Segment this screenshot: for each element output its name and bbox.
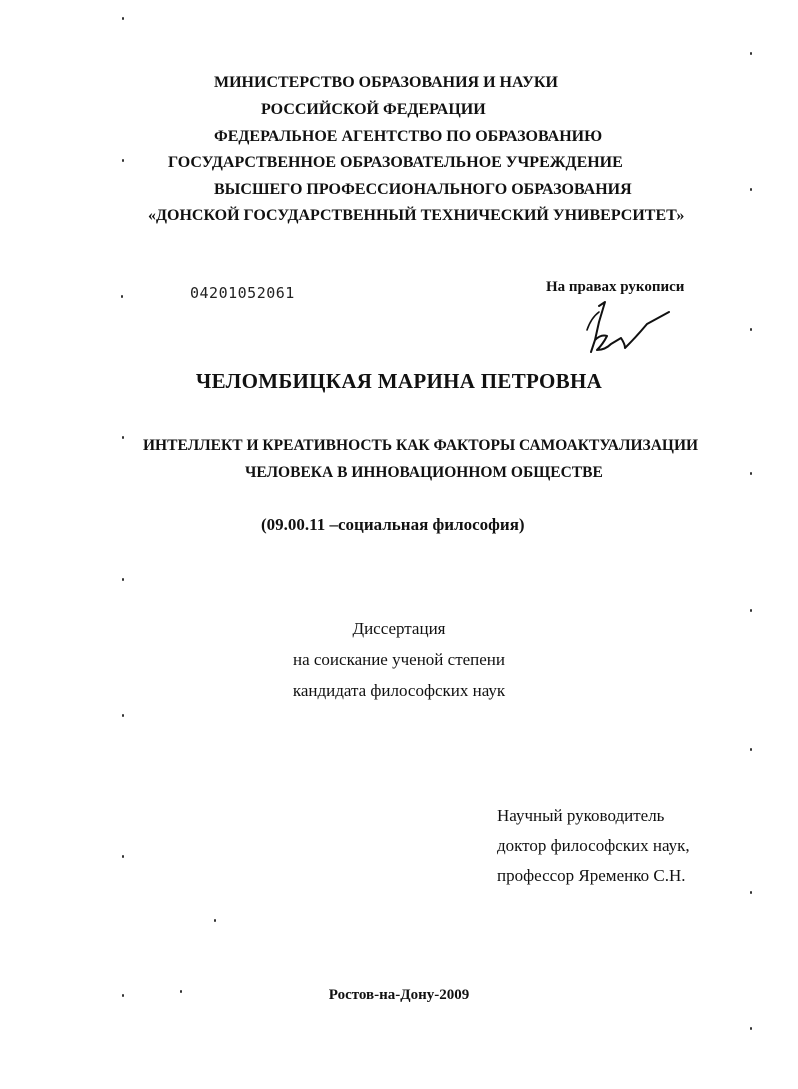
scan-speck (122, 855, 124, 858)
ministry-line-1: МИНИСТЕРСТВО ОБРАЗОВАНИЯ И НАУКИ (214, 74, 558, 91)
university-name-line: «ДОНСКОЙ ГОСУДАРСТВЕННЫЙ ТЕХНИЧЕСКИЙ УНИВЕРСИТЕТ» (148, 207, 685, 224)
dissertation-label: Диссертация (352, 619, 446, 638)
city-year: Ростов-на-Дону-2009 (328, 987, 470, 1003)
scan-speck (180, 990, 182, 993)
scan-speck (750, 52, 752, 55)
scan-speck (122, 436, 124, 439)
supervisor-label: Научный руководитель (497, 806, 665, 825)
supervisor-degree: доктор философских наук, (497, 836, 690, 855)
scan-speck (122, 714, 124, 717)
document-id: 04201052061 (190, 284, 295, 302)
degree-field-line: кандидата философских наук (292, 681, 506, 700)
scan-speck (750, 609, 752, 612)
dissertation-title-line-1: ИНТЕЛЛЕКТ И КРЕАТИВНОСТЬ КАК ФАКТОРЫ САМОАКТУАЛИЗАЦИИ (143, 437, 699, 454)
scan-speck (750, 1027, 752, 1030)
scan-speck (122, 994, 124, 997)
scan-speck (750, 891, 752, 894)
scan-speck (750, 472, 752, 475)
scan-speck (750, 328, 752, 331)
scan-speck (122, 578, 124, 581)
scan-speck (750, 748, 752, 751)
ministry-line-2: РОССИЙСКОЙ ФЕДЕРАЦИИ (261, 101, 486, 118)
scan-speck (122, 159, 124, 162)
dissertation-title-line-2: ЧЕЛОВЕКА В ИННОВАЦИОННОМ ОБЩЕСТВЕ (245, 464, 603, 481)
scan-speck (750, 188, 752, 191)
signature-image (585, 300, 675, 360)
author-name: ЧЕЛОМБИЦКАЯ МАРИНА ПЕТРОВНА (195, 369, 603, 393)
rights-note: На правах рукописи (546, 279, 685, 295)
degree-line: на соискание ученой степени (292, 650, 506, 669)
agency-line: ФЕДЕРАЛЬНОЕ АГЕНТСТВО ПО ОБРАЗОВАНИЮ (214, 128, 603, 145)
institution-type-line: ГОСУДАРСТВЕННОЕ ОБРАЗОВАТЕЛЬНОЕ УЧРЕЖДЕНИЕ (168, 154, 623, 171)
supervisor-name: профессор Яременко С.Н. (497, 866, 686, 885)
scan-speck (214, 919, 216, 922)
education-level-line: ВЫСШЕГО ПРОФЕССИОНАЛЬНОГО ОБРАЗОВАНИЯ (214, 181, 632, 198)
specialty-code: (09.00.11 –социальная философия) (261, 515, 525, 534)
scan-speck (121, 295, 123, 298)
scan-speck (122, 17, 124, 20)
